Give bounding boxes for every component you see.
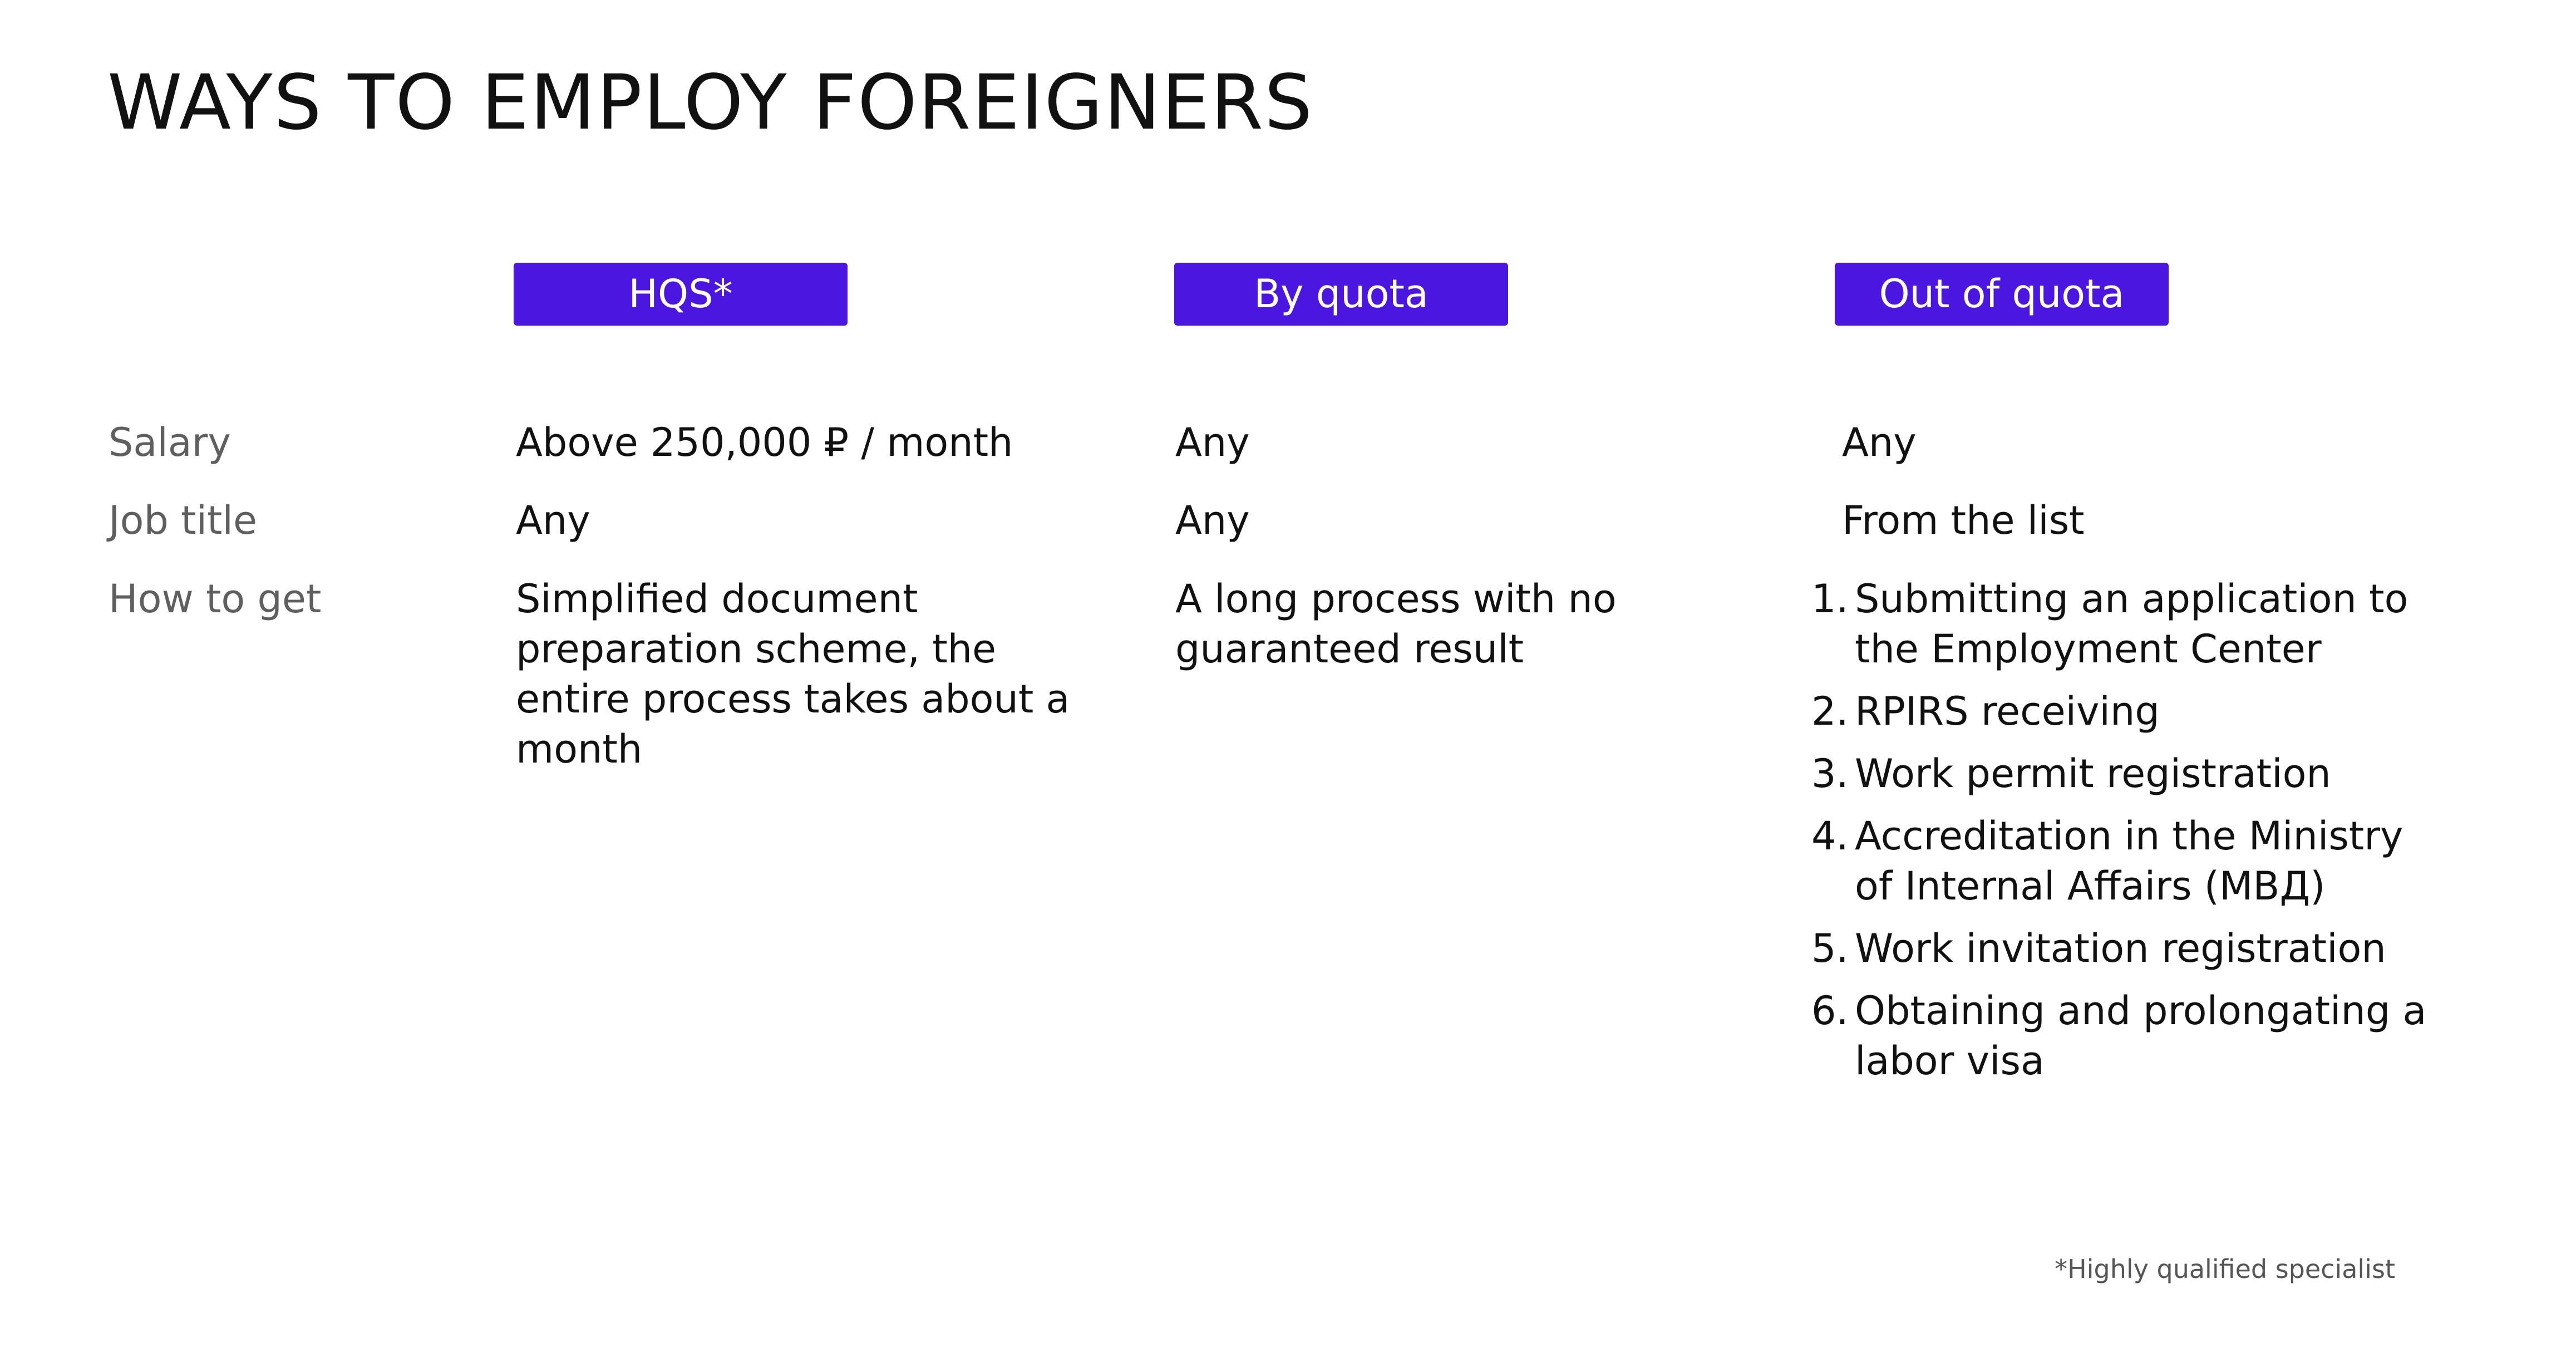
list-item [1811, 686, 2446, 736]
cell-salary-hqs: Above 250,000 ₽ / month [516, 420, 1013, 465]
step-text: Work invitation registration [1855, 926, 2386, 971]
step-number: 3. [1811, 751, 1849, 796]
list-item [1811, 986, 2446, 1086]
column-header-out-of-quota: Out of quota [1835, 263, 2169, 326]
row-label-salary: Salary [109, 420, 231, 465]
list-item [1811, 574, 2446, 674]
cell-salary-out-of-quota: Any [1842, 420, 1917, 465]
column-header-by-quota: By quota [1174, 263, 1508, 326]
cell-salary-by-quota: Any [1175, 420, 1250, 465]
list-item [1811, 923, 2446, 974]
step-number: 1. [1811, 576, 1849, 622]
step-text: Obtaining and prolongating a labor visa [1855, 988, 2427, 1084]
step-number: 4. [1811, 813, 1849, 859]
step-text: Submitting an application to the Employment Center [1855, 576, 2408, 672]
out-of-quota-steps-list [1811, 574, 2446, 1098]
list-item [1811, 749, 2446, 799]
footnote: *Highly qualified specialist [2055, 1254, 2395, 1284]
row-label-how-to-get: How to get [109, 576, 322, 622]
cell-job-title-by-quota: Any [1175, 498, 1250, 543]
cell-how-to-get-hqs: Simplified document preparation scheme, the entire process takes about a month [516, 576, 1070, 772]
step-number: 2. [1811, 689, 1849, 734]
page-title: WAYS TO EMPLOY FOREIGNERS [107, 59, 1314, 147]
row-label-job-title: Job title [109, 498, 258, 543]
step-number: 5. [1811, 926, 1849, 971]
column-header-hqs: HQS* [514, 263, 848, 326]
step-text: Work permit registration [1855, 751, 2331, 796]
list-item [1811, 811, 2446, 911]
cell-job-title-out-of-quota: From the list [1842, 498, 2085, 543]
step-text: RPIRS receiving [1855, 689, 2160, 734]
step-number: 6. [1811, 988, 1849, 1034]
step-text: Accreditation in the Ministry of Internal Affairs (МВД) [1855, 813, 2403, 909]
cell-how-to-get-by-quota: A long process with no guaranteed result [1175, 576, 1617, 672]
cell-job-title-hqs: Any [516, 498, 590, 543]
